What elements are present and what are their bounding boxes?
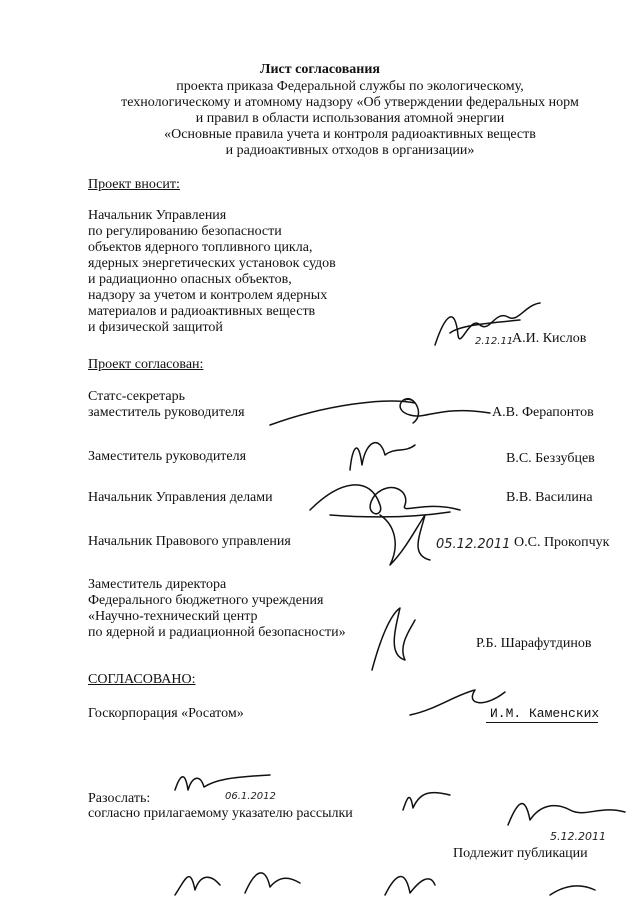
bottom-initials (170, 855, 630, 900)
prokopchuk-date: 05.12.2011 (436, 537, 511, 552)
approver-name: Р.Б. Шарафутдинов (476, 636, 592, 651)
position-line: Заместитель директора (88, 577, 227, 592)
position-line: Статс-секретарь (88, 389, 185, 404)
agreed-name: И.М. Каменских (490, 706, 600, 721)
distribution-label: Разослать: (88, 791, 151, 806)
agreed-heading: СОГЛАСОВАНО: (88, 672, 196, 687)
publication-note: Подлежит публикации (453, 846, 588, 861)
position-line: «Научно-технический центр (88, 609, 258, 624)
signature-bezzubtsev (340, 425, 420, 475)
signature-prokopchuk (370, 505, 440, 575)
subtitle-line: проекта приказа Федеральной службы по экологическому, (176, 79, 524, 94)
position-line: надзору за учетом и контролем ядерных (88, 288, 328, 303)
approver-name: А.В. Ферапонтов (492, 405, 594, 420)
distribution-note: согласно прилагаемому указателю рассылки (88, 806, 353, 821)
approver-position: Заместитель руководителя (88, 449, 247, 464)
position-line: и радиационно опасных объектов, (88, 272, 292, 287)
position-line: ядерных энергетических установок судов (88, 256, 336, 271)
position-line: Начальник Управления (88, 208, 227, 223)
signature-distribution (170, 765, 280, 800)
subtitle-line: технологическому и атомному надзору «Об утверждении федеральных норм (121, 95, 579, 110)
approver-position: Начальник Управления делами (88, 490, 273, 505)
signature-distribution-2 (500, 790, 630, 835)
document-subtitle (80, 79, 620, 159)
approver-position (88, 389, 245, 421)
position-line: и физической защитой (88, 320, 223, 335)
approver-name: В.В. Василина (506, 490, 593, 505)
agreed-org: Госкорпорация «Росатом» (88, 706, 244, 721)
submitter-heading: Проект вносит: (88, 177, 180, 192)
position-line: заместитель руководителя (88, 405, 245, 420)
approver-name: В.С. Беззубцев (506, 451, 595, 466)
submitter-name: А.И. Кислов (512, 331, 587, 346)
position-line: по ядерной и радиационной безопасности» (88, 625, 346, 640)
distribution-date: 06.1.2012 (225, 791, 276, 802)
position-line: Федерального бюджетного учреждения (88, 593, 324, 608)
signature-sharafutdinov (360, 600, 420, 680)
subtitle-line: и правил в области использования атомной энергии (195, 111, 505, 126)
approver-position: Начальник Правового управления (88, 534, 291, 549)
agreed-name-underline (486, 722, 598, 723)
approver-position (88, 577, 346, 641)
document-title: Лист согласования (260, 62, 380, 77)
position-line: объектов ядерного топливного цикла, (88, 240, 313, 255)
approver-name: О.С. Прокопчук (514, 535, 610, 550)
submitter-position (88, 208, 336, 336)
subtitle-line: «Основные правила учета и контроля радиоактивных веществ (164, 127, 536, 142)
kislov-date: 2.12.11 (475, 336, 514, 347)
subtitle-line: и радиоактивных отходов в организации» (225, 143, 475, 158)
approved-heading: Проект согласован: (88, 357, 204, 372)
position-line: по регулированию безопасности (88, 224, 282, 239)
distribution-date-2: 5.12.2011 (550, 830, 606, 843)
signature-distribution-3 (395, 780, 455, 820)
position-line: материалов и радиоактивных веществ (88, 304, 316, 319)
